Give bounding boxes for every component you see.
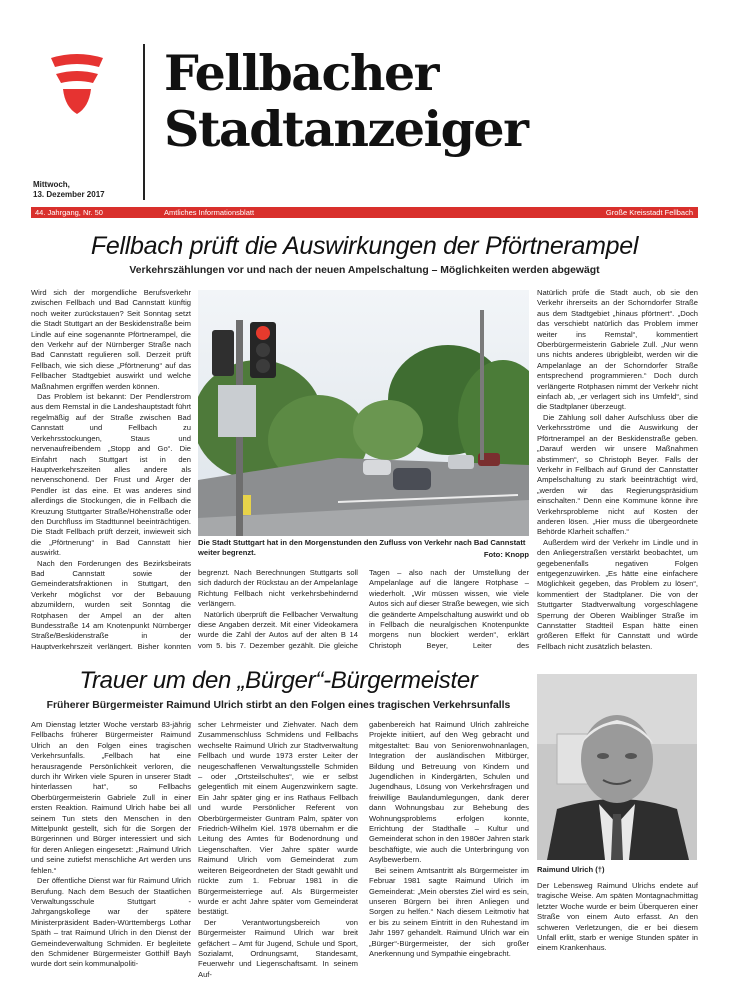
paragraph: scher Lehrmeister und Ziehvater. Nach dem Zusammenschluss Schmidens und Fellbachs wechselte Raimund Ulrich zur Stadtverwaltung Fellbach und wurde 1973 erster Leiter der neugeschaffenen Verwaltungsstelle Schmiden – oder „Ortsteilschultes“, wie er selbst gelegentlich mit einem Augenzwinkern sagte. Ein Jahr später ging er ins Rathaus Fellbach und wurde Persönlicher Referent von Oberbürgermeister Guntram Palm, später von Friedrich-Wilhelm Kiel. 1978 übernahm er die Leitung des Amtes für Bodenordnung und Liegenschaften. Vier Jahre später wurde Raimund Ulrich vom Gemeinderat zum weiteren Beigeordneten der Stadt gewählt und rückte zum 1. Februar 1981 in die Bürgermeisterriege auf. Als Bürgermeister wurde er acht Jahre später vom Gemeinderat bestätigt.: [198, 720, 358, 917]
paragraph: Nach den Forderungen des Bezirksbeirats Bad Cannstatt sowie der Gemeinderatsfraktionen in Stuttgart, den Verkehr möglichst vor der Bebauung abzumildern, wurden seit Sonntag die Rotphasen der Ampel an der alten Bundesstraße 14 am Knotenpunkt Nürnberger Straße/Beskidenstraße in der Hauptverkehrszeit verlängert. Bisher konnten: [31, 558, 191, 650]
article1-column3: [369, 568, 529, 650]
article1-photo-caption: Die Stadt Stuttgart hat in den Morgenstunden den Zufluss von Verkehr nach Bad Cannstatt weiter begrenzt.: [198, 538, 526, 557]
article1-column2: [198, 568, 358, 650]
article1-column4: [537, 288, 698, 650]
paragraph: Außerdem wird der Verkehr im Lindle und in den Anliegerstraßen verstärkt beobachtet, um gegebenenfalls negativen Folgen entgegenzuwirken. „Es hätte eine einfachere Möglichkeit gegeben, das Problem zu lösen“, kommentiert der Stadtplaner. Die von der Stuttgarter Stadtverwaltung vorgeschlagene Sperrung der Oberen Waiblinger Straße im Cannstatter Stadtteil Espan hätte einen größeren Effekt für Cannstatt und würde Fellbach nicht zusätzlich belasten.: [537, 537, 698, 650]
article2-column2: [198, 720, 358, 982]
traffic-light-photo: [198, 290, 529, 536]
bar-center-text: Amtliches Informationsblatt: [164, 208, 255, 217]
article1-photo-caption-block: [198, 538, 529, 560]
paragraph: gabenbereich hat Raimund Ulrich zahlreiche Projekte initiiert, auf den Weg gebracht und mitgestaltet: Bau von Seniorenwohnanlagen, Integration der ausländischen Mitbürger, Bildung und Betreuung von Kindern und Jugendlichen in Kindergärten, Schulen und Jugendhaus, Lösung von Verkehrsfragen und freiwillige Baulandumlegungen, dank derer dann Wohnungsbau zur Behebung des Wohnungsproblems erfolgen konnte, Errichtung der Stadthalle – Kultur und Gemeinderat schon in den 1980er Jahren stark beschäftigte, wie auch die Unterbringung von Asylbewerbern.: [369, 720, 529, 865]
masthead-title-line1: Fellbacher: [164, 44, 438, 102]
article1-headline: Fellbach prüft die Auswirkungen der Pförtnerampel: [90, 232, 639, 260]
date-full: 13. Dezember 2017: [33, 190, 105, 199]
article2-column3: [369, 720, 529, 982]
masthead-divider: [143, 44, 145, 200]
paragraph: Bei seinem Amtsantritt als Bürgermeister im Februar 1981 sagte Raimund Ulrich im Gemeinderat: „Mein oberstes Ziel wird es sein, unseren Bürgern bei ihren Anliegen und Sorgen zu helfen.“ Nach diesem Leitmotiv hat er bis zu seinem Eintritt in den Ruhestand im Jahr 1997 gehandelt. Raimund Ulrich war ein „Bürger“-Bürgermeister, der sich großer Anerkennung und Sympathie eingebracht.: [369, 865, 529, 958]
article2-column4: [537, 881, 698, 981]
article1-photo-credit: Foto: Knopp: [480, 550, 529, 560]
article2-subheadline: Früherer Bürgermeister Raimund Ulrich stirbt an den Folgen eines tragischen Verkehrsunfalls: [46, 700, 511, 711]
paragraph: begrenzt. Nach Berechnungen Stuttgarts soll sich dadurch der Rückstau an der Ampelanlage Richtung Fellbach nicht verkehrsbehindernd verlängern.: [198, 568, 358, 609]
portrait-caption: Raimund Ulrich (†): [537, 865, 605, 874]
paragraph: Der Verantwortungsbereich von Bürgermeister Raimund Ulrich war breit gefächert – Amt für Jugend, Schule und Sport, Sozialamt, Ordnungsamt, Standesamt, Feuerwehr und Liegenschaftsamt. In seinem Auf-: [198, 917, 358, 979]
paragraph: Tagen – also nach der Umstellung der Ampelanlage auf die längere Rotphase – wiederholt. „Wir müssen wissen, wie viele Autos sich auf dieser Straße bewegen, wie sich die geänderte Ampelschaltung auswirkt und ob in Fellbach die neuralgischen Knotenpunkte morgens nun blockiert werden“, erklärt Christoph Beyer, Leiter des: [369, 568, 529, 650]
paragraph: Am Dienstag letzter Woche verstarb 83-jährig Fellbachs früherer Bürgermeister Raimund Ulrich an den Folgen eines tragischen Verkehrsunfalls. „Fellbach hat eine herausragende Persönlichkeit verloren, die durch ihr Wirken viele Spuren in unserer Stadt hinterlassen hat“, so Fellbachs Oberbürgermeisterin Gabriele Zull in einer ersten Reaktion. Raimund Ulrich habe bei all seinem Tun stets den Menschen in den Mittelpunkt gestellt, sich für die Sorgen der Bürgerinnen und Bürger interessiert und sich für deren Anliegen eingesetzt: „Raimund Ulrich und seine zutiefst menschliche Art werden uns fehlen.“: [31, 720, 191, 875]
paragraph: Natürlich überprüft die Fellbacher Verwaltung diese Angaben derzeit. Mit einer Videokamera wurde die Zahl der Autos auf der alten B 14 vom 5. bis 7. Dezember gezählt. Die gleiche: [198, 609, 358, 650]
paragraph: Die Zählung soll daher Aufschluss über die Verkehrsströme und die Auswirkung der Pförtnerampel an der Beskidenstraße geben. „Darauf werden wir unsere Maßnahmen abstimmen“, so Christoph Beyer. Falls der Verkehr in Fellbach auf Grund der Cannstatter Ampelschaltung zu stark beeinträchtigt wird, „werden wir das Regierungspräsidium einschalten.“ Denn eine Kommune könne ihre Verkehrsprobleme nicht auf Kosten der anderen lösen. „Hier muss die übergeordnete Behörde Klarheit schaffen.“: [537, 412, 698, 537]
city-logo: [48, 52, 106, 114]
article2-headline: Trauer um den „Bürger“-Bürgermeister: [79, 667, 478, 694]
paragraph: Der öffentliche Dienst war für Raimund Ulrich Berufung. Nach dem Besuch der Staatlichen Verwaltungsschule Stuttgart - Jahrgangskollege war der spätere Ministerpräsident Baden-Württembergs Lothar Späth – trat Raimund Ulrich in den Dienst der Gemeindeverwaltung Schmiden. Er begleitete den Schmidener Bürgermeister Gotthilf Bayh wurde dort sein kommunalpoliti-: [31, 876, 191, 969]
bar-right-text: Große Kreisstadt Fellbach: [605, 208, 693, 217]
issue-date: [33, 180, 105, 200]
article1-column1: [31, 288, 191, 650]
paragraph: Natürlich prüfe die Stadt auch, ob sie den Verkehr ihrerseits an der Schorndorfer Straße aus dem Stadtgebiet „hinaus pförtnert“. „Doch das verschiebt natürlich das Problem immer weiter ins Remstal“, kommentiert Oberbürgermeisterin Gabriele Zull. „Nur wenn uns nichts anderes übrigbleibt, werden wir die Ampelanlage an der Schorndorfer Straße entsprechend programmieren.“ Doch durch verlängerte Rotphasen nimmt der Verkehr nicht einfach ab, „er verlagert sich ins Umfeld“, sind die Stadtplaner überzeugt.: [537, 288, 698, 412]
article1-subheadline: Verkehrszählungen vor und nach der neuen Ampelschaltung – Möglichkeiten werden abgewägt: [129, 265, 600, 276]
paragraph: Wird sich der morgendliche Berufsverkehr zwischen Fellbach und Bad Cannstatt künftig noch weiter zurückstauen? Seit Sonntag setzt die Stadt Stuttgart an der Beskidenstraße beim Lindle auf eine sogenannte Pförtnerampel, die den Verkehr auf der Nürnberger Straße nach Bad Cannstatt regulieren soll. Derzeit prüft Fellbach, wie sich diese „Pförtnerung“ auf das Fellbacher Stadtgebiet auswirkt und welche Maßnahmen ergriffen werden können.: [31, 288, 191, 391]
date-weekday: Mittwoch,: [33, 180, 70, 189]
masthead-info-bar: [31, 207, 698, 218]
masthead-title-line2: Stadtanzeiger: [164, 100, 528, 158]
paragraph: Der Lebensweg Raimund Ulrichs endete auf tragische Weise. Am späten Montagnachmittag letzter Woche wurde er beim Überqueren einer Straße von einem Auto erfasst. An den schweren Verletzungen, die er bei diesem Unfall erlitt, starb er wenige Stunden später in einem Krankenhaus.: [537, 881, 698, 953]
paragraph: Das Problem ist bekannt: Der Pendlerstrom aus dem Remstal in die Landeshauptstadt führt regelmäßig auf der Straße zwischen Bad Cannstatt und Fellbach zu Verkehrsstockungen, Staus und nervenaufreibendem „Stopp and Go“. Die Einfahrt nach Stuttgart ist in den Hauptverkehrszeiten alles andere als nervenschonend. Der Frust und Ärger der Pendler ist das eine. Et was anderes sind allerdings die Stockungen, die in Fellbach die Kreuzung Stuttgarter Straße/Höhenstraße oder den Durchfluss im Stadttunnel beeinträchtigen. Die Stadt Fellbach prüft derzeit, inwieweit sich die „Pförtnerung“ in Bad Cannstatt hier auswirkt.: [31, 392, 191, 558]
portrait-photo: [537, 674, 697, 860]
issue-number: 44. Jahrgang, Nr. 50: [35, 208, 103, 217]
article2-column1: [31, 720, 191, 982]
